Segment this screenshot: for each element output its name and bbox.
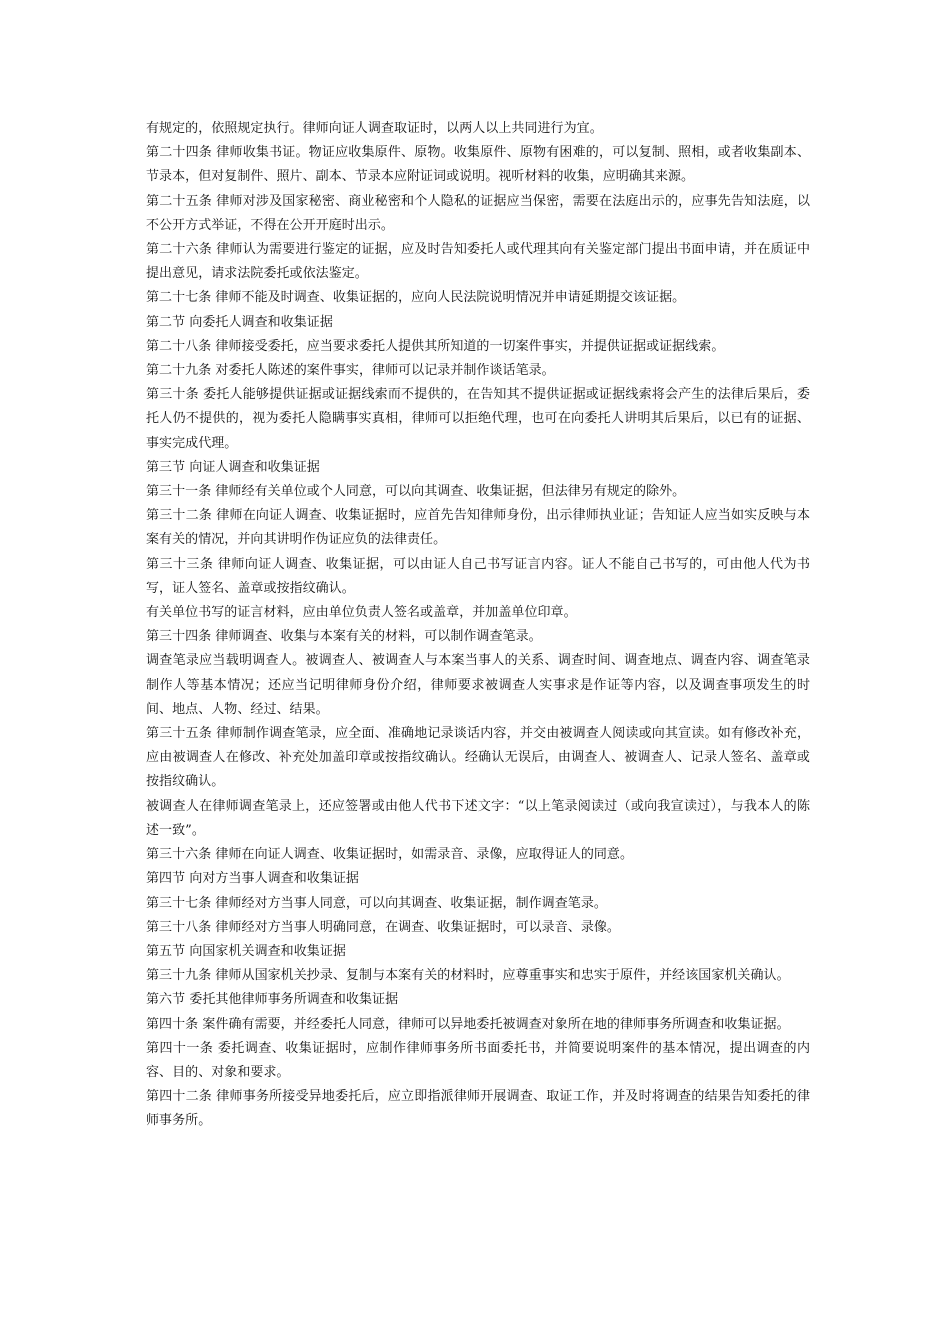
article-31: 第三十一条 律师经有关单位或个人同意，可以向其调查、收集证据，但法律另有规定的除外。: [146, 484, 686, 500]
article-27: 第二十七条 律师不能及时调查、收集证据的，应向人民法院说明情况并申请延期提交该证据。: [146, 290, 686, 306]
article-29: 第二十九条 对委托人陈述的案件事实，律师可以记录并制作谈话笔录。: [146, 363, 555, 379]
article-25: 第二十五条 律师对涉及国家秘密、商业秘密和个人隐私的证据应当保密，需要在法庭出示的，应事先告知法庭，以不公开方式举证，不得在公开开庭时出示。: [146, 193, 810, 233]
article-24: 第二十四条 律师收集书证。物证应收集原件、原物。收集原件、原物有困难的，可以复制、照相，或者收集副本、节录本，但对复制件、照片、副本、节录本应附证词或说明。视听材料的收集，应明确其来源。: [146, 145, 810, 185]
paragraph: 有规定的，依照规定执行。律师向证人调查取证时，以两人以上共同进行为宜。: [146, 121, 603, 136]
article-42: 第四十二条 律师事务所接受异地委托后，应立即指派律师开展调查、取证工作，并及时将调查的结果告知委托的律师事务所。: [146, 1089, 810, 1129]
section-heading-5: 第五节 向国家机关调查和收集证据: [146, 943, 346, 959]
paragraph: 有关单位书写的证言材料，应由单位负责人签名或盖章，并加盖单位印章。: [146, 605, 577, 621]
article-41: 第四十一条 委托调查、收集证据时，应制作律师事务所书面委托书，并简要说明案件的基本情况，提出调查的内容、目的、对象和要求。: [146, 1040, 810, 1080]
article-38: 第三十八条 律师经对方当事人明确同意，在调查、收集证据时，可以录音、录像。: [146, 919, 620, 935]
section-heading-6: 第六节 委托其他律师事务所调查和收集证据: [146, 992, 399, 1008]
document-body: [146, 117, 810, 1134]
section-heading-2: 第二节 向委托人调查和收集证据: [146, 314, 333, 330]
article-30: 第三十条 委托人能够提供证据或证据线索而不提供的，在告知其不提供证据或证据线索将会产生的法律后果后，委托人仍不提供的，视为委托人隐瞒事实真相，律师可以拒绝代理，也可在向委托人讲明其后果后，以已有的证据、事实完成代理。: [146, 387, 810, 451]
article-35: 第三十五条 律师制作调查笔录，应全面、准确地记录谈话内容，并交由被调查人阅读或向其宣读。如有修改补充，应由被调查人在修改、补充处加盖印章或按指纹确认。经确认无误后，由调查人、被调查人、记录人签名、盖章或按指纹确认。: [146, 726, 810, 790]
article-32: 第三十二条 律师在向证人调查、收集证据时，应首先告知律师身份，出示律师执业证；告知证人应当如实反映与本案有关的情况，并向其讲明作伪证应负的法律责任。: [146, 508, 810, 548]
article-33: 第三十三条 律师向证人调查、收集证据，可以由证人自己书写证言内容。证人不能自己书写的，可由他人代为书写，证人签名、盖章或按指纹确认。: [146, 556, 810, 596]
paragraph: 被调查人在律师调查笔录上，还应签署或由他人代书下述文字：“以上笔录阅读过（或向我宣读过），与我本人的陈述一致”。: [146, 798, 810, 838]
paragraph: 调查笔录应当载明调查人。被调查人、被调查人与本案当事人的关系、调查时间、调查地点、调查内容、调查笔录制作人等基本情况；还应当记明律师身份介绍，律师要求被调查人实事求是作证等内容，以及调查事项发生的时间、地点、人物、经过、结果。: [146, 653, 810, 717]
article-37: 第三十七条 律师经对方当事人同意，可以向其调查、收集证据，制作调查笔录。: [146, 895, 607, 911]
article-34: 第三十四条 律师调查、收集与本案有关的材料，可以制作调查笔录。: [146, 629, 542, 645]
article-36: 第三十六条 律师在向证人调查、收集证据时，如需录音、录像，应取得证人的同意。: [146, 847, 634, 863]
article-39: 第三十九条 律师从国家机关抄录、复制与本案有关的材料时，应尊重事实和忠实于原件，并经该国家机关确认。: [146, 968, 790, 984]
section-heading-3: 第三节 向证人调查和收集证据: [146, 459, 320, 475]
section-heading-4: 第四节 向对方当事人调查和收集证据: [146, 871, 359, 887]
article-26: 第二十六条 律师认为需要进行鉴定的证据，应及时告知委托人或代理其向有关鉴定部门提出书面申请，并在质证中提出意见，请求法院委托或依法鉴定。: [146, 242, 810, 282]
article-28: 第二十八条 律师接受委托，应当要求委托人提供其所知道的一切案件事实，并提供证据或证据线索。: [146, 338, 725, 354]
article-40: 第四十条 案件确有需要，并经委托人同意，律师可以异地委托被调查对象所在地的律师事务所调查和收集证据。: [146, 1016, 790, 1032]
